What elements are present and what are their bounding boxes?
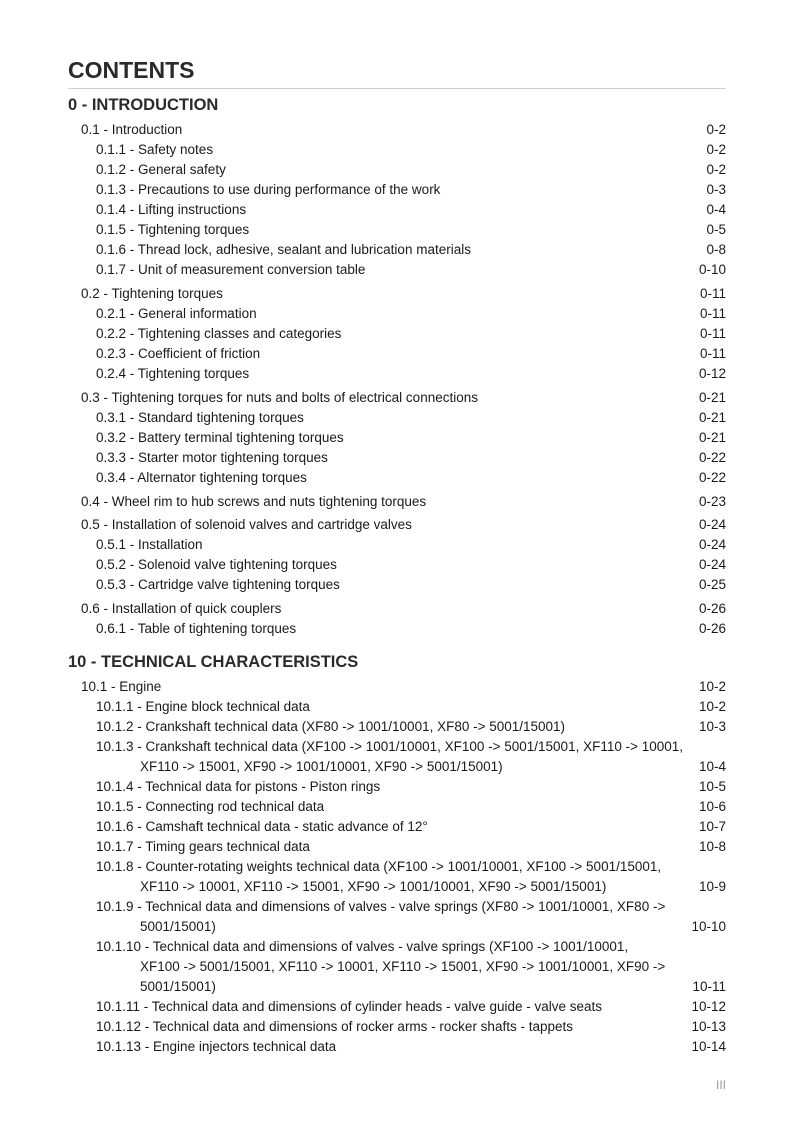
toc-entry-page: 10-2 bbox=[698, 679, 726, 694]
toc-entry-title: 5001/15001) bbox=[140, 979, 216, 994]
toc-entry-page: 0-26 bbox=[698, 621, 726, 636]
toc-entry-title: 10.1.2 - Crankshaft technical data (XF80 -> 1001/10001, XF80 -> 5001/15001) bbox=[96, 719, 566, 734]
title-divider bbox=[68, 88, 726, 89]
toc-entry-page: 0-11 bbox=[699, 306, 726, 321]
toc-entry-page: 10-3 bbox=[698, 719, 726, 734]
toc-entry-page: 0-26 bbox=[698, 601, 726, 616]
toc-entry-page: 0-8 bbox=[706, 242, 726, 257]
toc-entry-title: 0.2 - Tightening torques bbox=[81, 286, 223, 301]
toc-entry-page: 0-2 bbox=[706, 142, 726, 157]
toc-entry-page: 10-2 bbox=[698, 699, 726, 714]
toc-entry-title: 0.1 - Introduction bbox=[81, 122, 183, 137]
toc-entry-title: 0.1.4 - Lifting instructions bbox=[96, 202, 247, 217]
toc-entry-title: 0.3.4 - Alternator tightening torques bbox=[96, 470, 307, 485]
toc-entry-title: 0.2.3 - Coefficient of friction bbox=[96, 346, 261, 361]
toc-entry-page: 0-24 bbox=[698, 537, 726, 552]
toc-entry-title: 10.1.9 - Technical data and dimensions of valves - valve springs (XF80 -> 1001/10001, XF80 -> bbox=[96, 899, 666, 914]
toc-entry-page: 0-22 bbox=[698, 450, 726, 465]
toc-entry-title: 10 - TECHNICAL CHARACTERISTICS bbox=[68, 653, 359, 671]
toc-entry-title: 10.1.6 - Camshaft technical data - static advance of 12° bbox=[96, 819, 428, 834]
toc-entry-page: 0-10 bbox=[698, 262, 726, 277]
toc-entry-page: 0-11 bbox=[699, 346, 726, 361]
toc-entry-page: 0-24 bbox=[698, 557, 726, 572]
toc-entry-page: 0-5 bbox=[706, 222, 726, 237]
toc-entry-title: 0.1.3 - Precautions to use during performance of the work bbox=[96, 182, 441, 197]
toc-entry-title: 0.6.1 - Table of tightening torques bbox=[96, 621, 297, 636]
toc-entry-page: 0-21 bbox=[698, 430, 726, 445]
toc-entry-title: 0.1.1 - Safety notes bbox=[96, 142, 214, 157]
toc-entry-title: XF100 -> 5001/15001, XF110 -> 10001, XF110 -> 15001, XF90 -> 1001/10001, XF90 -> bbox=[140, 959, 666, 974]
toc-entry-page: 10-10 bbox=[691, 919, 726, 934]
toc-entry-title: 0.2.4 - Tightening torques bbox=[96, 366, 250, 381]
toc-entry-title: 0.5.1 - Installation bbox=[96, 537, 203, 552]
toc-entry-page: 0-25 bbox=[698, 577, 726, 592]
toc-entry-title: 0.3.3 - Starter motor tightening torques bbox=[96, 450, 328, 465]
toc-entry-page: 0-12 bbox=[698, 366, 726, 381]
toc-entry-title: 0.1.5 - Tightening torques bbox=[96, 222, 250, 237]
toc-entry-title: 0.5 - Installation of solenoid valves and cartridge valves bbox=[81, 517, 412, 532]
toc-entry-page: 0-4 bbox=[706, 202, 726, 217]
toc-entry-page: 0-3 bbox=[706, 182, 726, 197]
toc-entry-page: 10-4 bbox=[698, 759, 726, 774]
toc-entry-page: 10-7 bbox=[698, 819, 726, 834]
toc-entry-page: 0-22 bbox=[698, 470, 726, 485]
toc-entry-page: 0-2 bbox=[706, 122, 726, 137]
toc-entry-page: 0-2 bbox=[706, 162, 726, 177]
toc-entry-page: 10-5 bbox=[698, 779, 726, 794]
toc-entry-title: 10.1.4 - Technical data for pistons - Piston rings bbox=[96, 779, 381, 794]
toc-entry-page: 0-11 bbox=[699, 326, 726, 341]
toc-entry-title: 0.1.2 - General safety bbox=[96, 162, 226, 177]
toc-entry-title: 0.4 - Wheel rim to hub screws and nuts tightening torques bbox=[81, 494, 427, 509]
toc-entry-title: 5001/15001) bbox=[140, 919, 216, 934]
toc-entry-page: 0-11 bbox=[699, 286, 726, 301]
toc-entry-title: 0.1.7 - Unit of measurement conversion table bbox=[96, 262, 366, 277]
toc-entry-title: 0.1.6 - Thread lock, adhesive, sealant and lubrication materials bbox=[96, 242, 471, 257]
toc-entry-page: 10-9 bbox=[698, 879, 726, 894]
page-title: CONTENTS bbox=[68, 57, 195, 83]
toc-entry-title: 0.5.2 - Solenoid valve tightening torques bbox=[96, 557, 337, 572]
toc-entry-page: 0-23 bbox=[698, 494, 726, 509]
toc-entry-page: 10-11 bbox=[692, 979, 726, 994]
toc-entry-title: XF110 -> 10001, XF110 -> 15001, XF90 -> 1001/10001, XF90 -> 5001/15001) bbox=[140, 879, 607, 894]
toc-entry-title: 10.1.11 - Technical data and dimensions of cylinder heads - valve guide - valve seats bbox=[96, 999, 603, 1014]
toc-entry-title: 10.1 - Engine bbox=[81, 679, 162, 694]
toc-entry-title: 10.1.8 - Counter-rotating weights technical data (XF100 -> 1001/10001, XF100 -> 5001/15001, bbox=[96, 859, 662, 874]
toc-entry-page: 0-21 bbox=[698, 390, 726, 405]
toc-entry-title: 10.1.10 - Technical data and dimensions of valves - valve springs (XF100 -> 1001/10001, bbox=[96, 939, 629, 954]
toc-entry-page: 0-21 bbox=[698, 410, 726, 425]
toc-entry-title: 0.5.3 - Cartridge valve tightening torques bbox=[96, 577, 340, 592]
page-number: III bbox=[715, 1078, 726, 1092]
toc-entry-title: 10.1.5 - Connecting rod technical data bbox=[96, 799, 325, 814]
toc-entry-title: 10.1.7 - Timing gears technical data bbox=[96, 839, 310, 854]
toc-entry-page: 0-24 bbox=[698, 517, 726, 532]
toc-entry-title: 10.1.1 - Engine block technical data bbox=[96, 699, 310, 714]
toc-entry-title: 0.3 - Tightening torques for nuts and bolts of electrical connections bbox=[81, 390, 478, 405]
toc-entry-page: 10-13 bbox=[691, 1019, 726, 1034]
toc-entry-title: 0 - INTRODUCTION bbox=[68, 96, 219, 114]
toc-entry-title: 0.6 - Installation of quick couplers bbox=[81, 601, 282, 616]
toc-entry-title: 0.2.2 - Tightening classes and categories bbox=[96, 326, 342, 341]
toc-entry-title: 10.1.12 - Technical data and dimensions of rocker arms - rocker shafts - tappets bbox=[96, 1019, 573, 1034]
toc-entry-title: 10.1.3 - Crankshaft technical data (XF100 -> 1001/10001, XF100 -> 5001/15001, XF110 -> 10001, bbox=[96, 739, 684, 754]
toc-entry-title: 0.2.1 - General information bbox=[96, 306, 257, 321]
toc-entry-title: XF110 -> 15001, XF90 -> 1001/10001, XF90 -> 5001/15001) bbox=[140, 759, 503, 774]
toc-entry-page: 10-8 bbox=[698, 839, 726, 854]
toc-entry-page: 10-6 bbox=[698, 799, 726, 814]
toc-entry-page: 10-12 bbox=[691, 999, 726, 1014]
toc-entry-title: 0.3.2 - Battery terminal tightening torques bbox=[96, 430, 344, 445]
toc-entry-page: 10-14 bbox=[691, 1039, 726, 1054]
toc-entry-title: 10.1.13 - Engine injectors technical data bbox=[96, 1039, 337, 1054]
toc-entry-title: 0.3.1 - Standard tightening torques bbox=[96, 410, 304, 425]
